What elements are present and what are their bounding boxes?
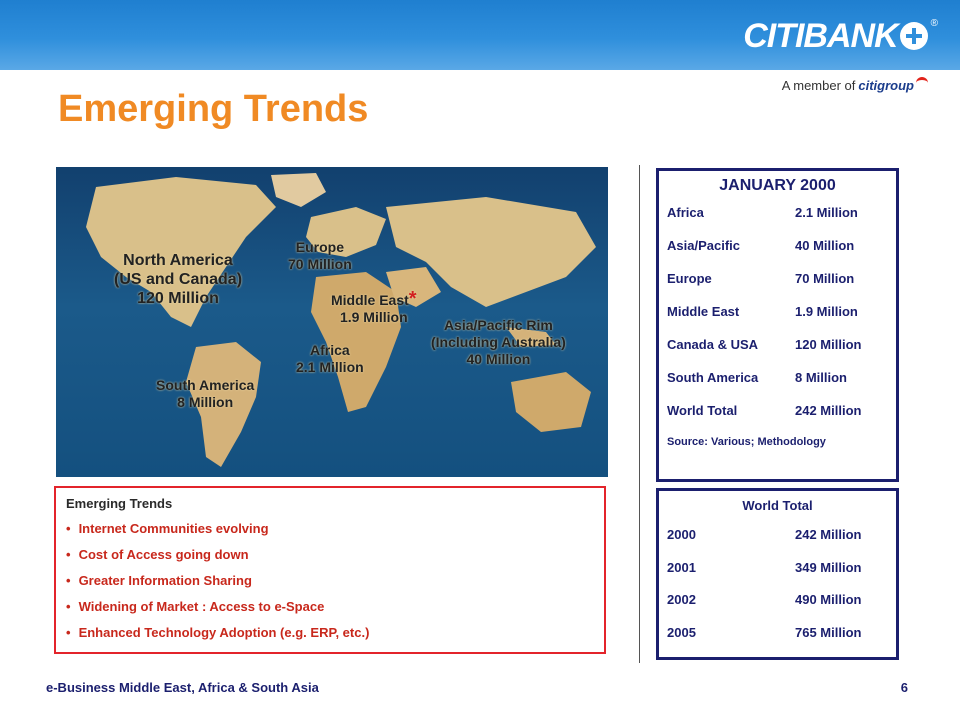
january-2000-stats-box xyxy=(656,168,899,482)
list-item xyxy=(66,521,594,536)
stat-value: 2.1 Million xyxy=(795,205,858,220)
stat-row xyxy=(667,304,888,337)
stat-row xyxy=(667,271,888,304)
stat-row xyxy=(667,403,888,436)
stat-row xyxy=(667,370,888,403)
emerging-trends-box xyxy=(54,486,606,654)
region-name: Middle East xyxy=(331,292,409,308)
stat-value: 242 Million xyxy=(795,403,862,418)
stat-label: Asia/Pacific xyxy=(667,238,740,253)
list-item xyxy=(66,599,594,614)
region-value: 120 Million xyxy=(137,290,219,307)
list-item-text: Internet Communities evolving xyxy=(78,521,269,536)
world-total-row xyxy=(667,625,888,658)
brand-name: CITIBANK xyxy=(743,17,898,55)
region-name: Europe xyxy=(295,239,345,255)
world-total-title: World Total xyxy=(742,498,813,513)
world-total-year: 2000 xyxy=(667,527,696,542)
world-map xyxy=(56,167,608,477)
world-total-value: 765 Million xyxy=(795,624,862,640)
map-label-middle-east xyxy=(331,288,417,326)
page-title: Emerging Trends xyxy=(58,88,369,130)
stat-row xyxy=(667,238,888,271)
list-item-text: Cost of Access going down xyxy=(78,547,249,562)
stat-label: South America xyxy=(667,370,759,385)
stat-label: Canada & USA xyxy=(667,337,759,352)
region-sub: (Including Australia) xyxy=(431,334,566,350)
world-total-year: 2005 xyxy=(667,624,696,640)
region-sub: (US and Canada) xyxy=(114,271,243,288)
list-item-text: Enhanced Technology Adoption (e.g. ERP, etc.) xyxy=(78,625,370,640)
map-label-north-america xyxy=(114,251,242,308)
map-label-africa xyxy=(296,342,364,376)
list-item xyxy=(66,625,594,640)
stat-row xyxy=(667,205,888,238)
world-total-value: 490 Million xyxy=(795,592,862,607)
world-total-value: 349 Million xyxy=(795,559,862,575)
region-name: Africa xyxy=(310,342,350,358)
vertical-divider xyxy=(639,165,640,663)
region-name: South America xyxy=(156,377,255,393)
map-label-asia-pacific xyxy=(431,317,566,368)
region-value: 1.9 Million xyxy=(339,309,408,325)
region-value: 8 Million xyxy=(177,394,234,410)
world-total-year: 2001 xyxy=(667,559,696,575)
stat-value: 40 Million xyxy=(795,238,855,253)
member-prefix: A member of xyxy=(781,78,856,93)
map-label-south-america xyxy=(156,377,254,411)
list-item-text: Greater Information Sharing xyxy=(78,573,252,588)
region-value: 40 Million xyxy=(466,351,531,367)
world-total-value: 242 Million xyxy=(795,527,862,542)
region-name-row xyxy=(331,288,417,310)
region-value: 2.1 Million xyxy=(296,359,364,375)
region-name: Asia/Pacific Rim xyxy=(443,317,553,333)
stat-label: Europe xyxy=(667,271,712,286)
citigroup-brand: citigroup xyxy=(858,78,914,93)
list-item xyxy=(66,573,594,588)
region-value: 70 Million xyxy=(288,256,352,272)
bullet-icon: • xyxy=(66,573,71,588)
trends-heading: Emerging Trends xyxy=(66,496,173,511)
bullet-icon: • xyxy=(66,521,71,536)
bullet-icon: • xyxy=(66,625,71,640)
plus-circle-icon xyxy=(900,22,928,50)
bullet-icon: • xyxy=(66,547,71,562)
stat-value: 70 Million xyxy=(795,271,855,286)
stats-title: JANUARY 2000 xyxy=(719,177,836,194)
world-total-year: 2002 xyxy=(667,592,696,607)
map-label-europe xyxy=(288,239,352,273)
stat-label: World Total xyxy=(667,403,738,418)
citigroup-arc-icon xyxy=(916,77,928,88)
list-item-text: Widening of Market : Access to e-Space xyxy=(78,599,325,614)
stat-label: Middle East xyxy=(667,304,740,319)
stat-value: 120 Million xyxy=(795,337,862,352)
stat-row xyxy=(667,337,888,370)
citibank-logo xyxy=(743,18,938,54)
trends-list xyxy=(66,521,594,640)
region-name: North America xyxy=(123,252,233,269)
registered-mark: ® xyxy=(930,18,938,29)
world-total-row xyxy=(667,527,888,560)
citigroup-member-line xyxy=(782,78,928,93)
asterisk-marker: * xyxy=(408,288,417,310)
stat-value: 8 Million xyxy=(795,370,847,385)
world-total-row xyxy=(667,592,888,625)
bullet-icon: • xyxy=(66,599,71,614)
world-total-box xyxy=(656,488,899,660)
header-bar xyxy=(0,0,960,70)
list-item xyxy=(66,547,594,562)
stat-value: 1.9 Million xyxy=(795,304,858,319)
stat-label: Africa xyxy=(667,205,704,220)
world-total-row xyxy=(667,560,888,593)
footer-text: e-Business Middle East, Africa & South Asia xyxy=(46,680,319,695)
stats-source: Source: Various; Methodology xyxy=(667,436,826,448)
page-number: 6 xyxy=(900,680,908,695)
